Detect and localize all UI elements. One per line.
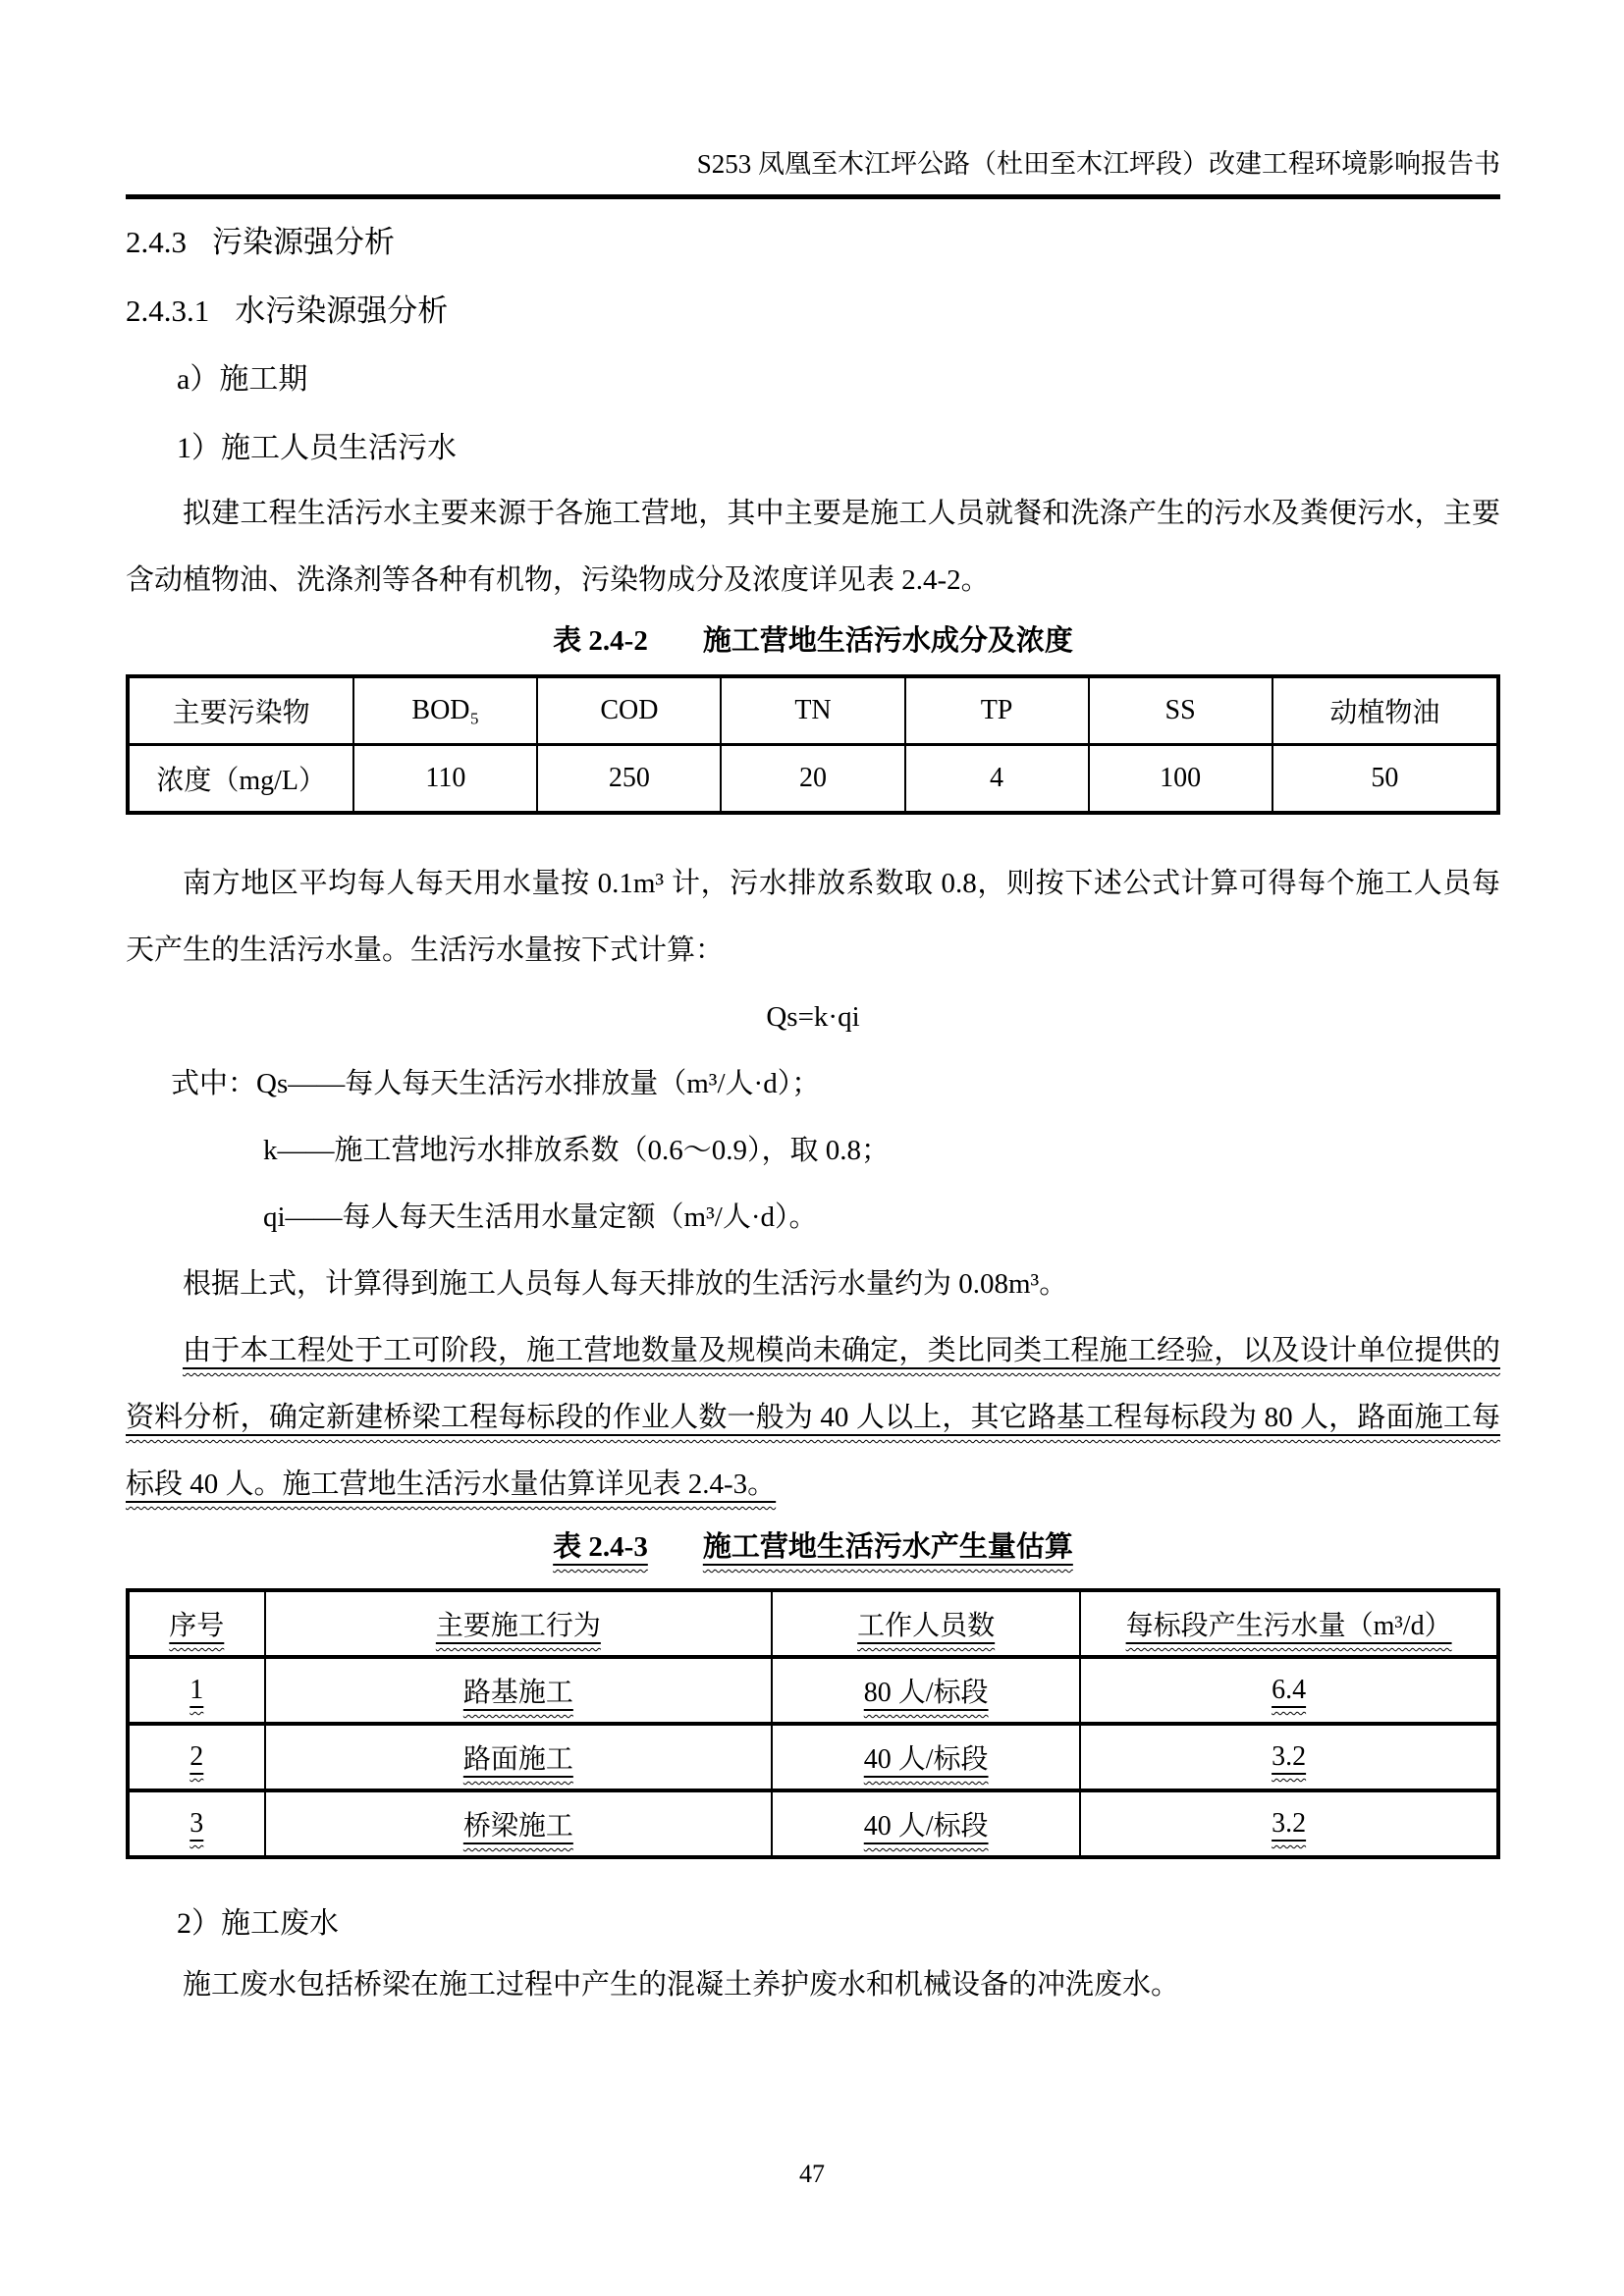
formula-term-k: k——施工营地污水排放系数（0.6～0.9），取 0.8； <box>263 1135 891 1166</box>
table-header-cell: TP <box>905 676 1089 745</box>
running-header: S253 凤凰至木江坪公路（杜田至木江坪段）改建工程环境影响报告书 <box>696 149 1500 179</box>
table-row <box>128 1790 1498 1857</box>
paragraph-construction-wastewater: 施工废水包括桥梁在施工过程中产生的混凝土养护废水和机械设备的冲洗废水。 <box>183 1969 1180 2001</box>
list-item-a: a）施工期 <box>177 363 308 396</box>
table-row <box>128 1724 1498 1790</box>
paragraph-underlined: 由于本工程处于工可阶段，施工营地数量及规模尚未确定，类比同类工程施工经验，以及设计单位提供的资料分析，确定新建桥梁工程每标段的作业人数一般为 40 人以上，其它路基工程每标段为 80 人，路面施工每标段 40 人。施工营地生活污水量估算详见表 2.4-3。 <box>126 1335 1500 1500</box>
heading-number: 2.4.3.1 <box>126 294 210 328</box>
list-item-2: 2）施工废水 <box>177 1907 339 1940</box>
table-cell: 3.2 <box>1080 1724 1498 1790</box>
table-cell: 40 人/标段 <box>772 1790 1080 1857</box>
table-header-cell: 序号 <box>128 1590 265 1657</box>
paragraph-intro: 拟建工程生活污水主要来源于各施工营地，其中主要是施工人员就餐和洗涤产生的污水及粪便污水，主要含动植物油、洗涤剂等各种有机物，污染物成分及浓度详见表 2.4-2。 <box>126 498 1500 596</box>
table-cell: 110 <box>353 745 537 814</box>
table-2-4-3-caption <box>126 1527 1500 1567</box>
paragraph-result: 根据上式，计算得到施工人员每人每天排放的生活污水量约为 0.08m³。 <box>183 1268 1068 1300</box>
table-header-cell: TN <box>721 676 904 745</box>
table-header-cell: BOD₅ <box>353 676 537 745</box>
table-title: 施工营地生活污水产生量估算 <box>702 1531 1073 1563</box>
table-cell: 6.4 <box>1080 1657 1498 1724</box>
table-cell: 3.2 <box>1080 1790 1498 1857</box>
table-cell: 3 <box>128 1790 265 1857</box>
table-header-cell: 主要污染物 <box>128 676 353 745</box>
table-cell: 桥梁施工 <box>265 1790 773 1857</box>
table-header-cell: 每标段产生污水量（m³/d） <box>1080 1590 1498 1657</box>
list-item-1: 1）施工人员生活污水 <box>177 432 457 464</box>
table-cell: 路基施工 <box>265 1657 773 1724</box>
formula-term-qi: qi——每人每天生活用水量定额（m³/人·d）。 <box>263 1201 818 1233</box>
heading-2-4-3-1 <box>126 292 1500 331</box>
table-header-cell: SS <box>1089 676 1272 745</box>
table-2-4-3 <box>126 1588 1500 1859</box>
formula-term-qs: 式中：Qs——每人每天生活污水排放量（m³/人·d）； <box>171 1068 821 1099</box>
table-header-cell: 工作人员数 <box>772 1590 1080 1657</box>
table-header-cell: COD <box>537 676 721 745</box>
table-label: 表 2.4-3 <box>553 1531 648 1563</box>
table-cell: 250 <box>537 745 721 814</box>
table-cell: 1 <box>128 1657 265 1724</box>
table-cell: 80 人/标段 <box>772 1657 1080 1724</box>
heading-title: 水污染源强分析 <box>235 294 449 328</box>
formula-qs: Qs=k·qi <box>766 1001 860 1033</box>
table-title: 施工营地生活污水成分及浓度 <box>702 625 1073 657</box>
table-cell: 路面施工 <box>265 1724 773 1790</box>
table-row <box>128 1657 1498 1724</box>
header-rule <box>126 194 1500 199</box>
table-row <box>128 745 1498 814</box>
table-2-4-2-caption <box>126 621 1500 661</box>
heading-number: 2.4.3 <box>126 225 187 259</box>
table-cell: 100 <box>1089 745 1272 814</box>
paragraph-south-region: 南方地区平均每人每天用水量按 0.1m³ 计，污水排放系数取 0.8，则按下述公式计算可得每个施工人员每天产生的生活污水量。生活污水量按下式计算： <box>126 868 1500 966</box>
table-header-cell: 主要施工行为 <box>265 1590 773 1657</box>
table-cell: 浓度（mg/L） <box>128 745 353 814</box>
heading-2-4-3 <box>126 223 1500 262</box>
table-cell: 20 <box>721 745 904 814</box>
table-row <box>128 676 1498 745</box>
table-cell: 40 人/标段 <box>772 1724 1080 1790</box>
table-row <box>128 1590 1498 1657</box>
heading-title: 污染源强分析 <box>212 225 395 259</box>
table-cell: 50 <box>1272 745 1498 814</box>
table-cell: 2 <box>128 1724 265 1790</box>
table-2-4-2 <box>126 674 1500 815</box>
table-label: 表 2.4-2 <box>553 625 648 657</box>
page-number: 47 <box>799 2160 825 2188</box>
table-header-cell: 动植物油 <box>1272 676 1498 745</box>
table-cell: 4 <box>905 745 1089 814</box>
